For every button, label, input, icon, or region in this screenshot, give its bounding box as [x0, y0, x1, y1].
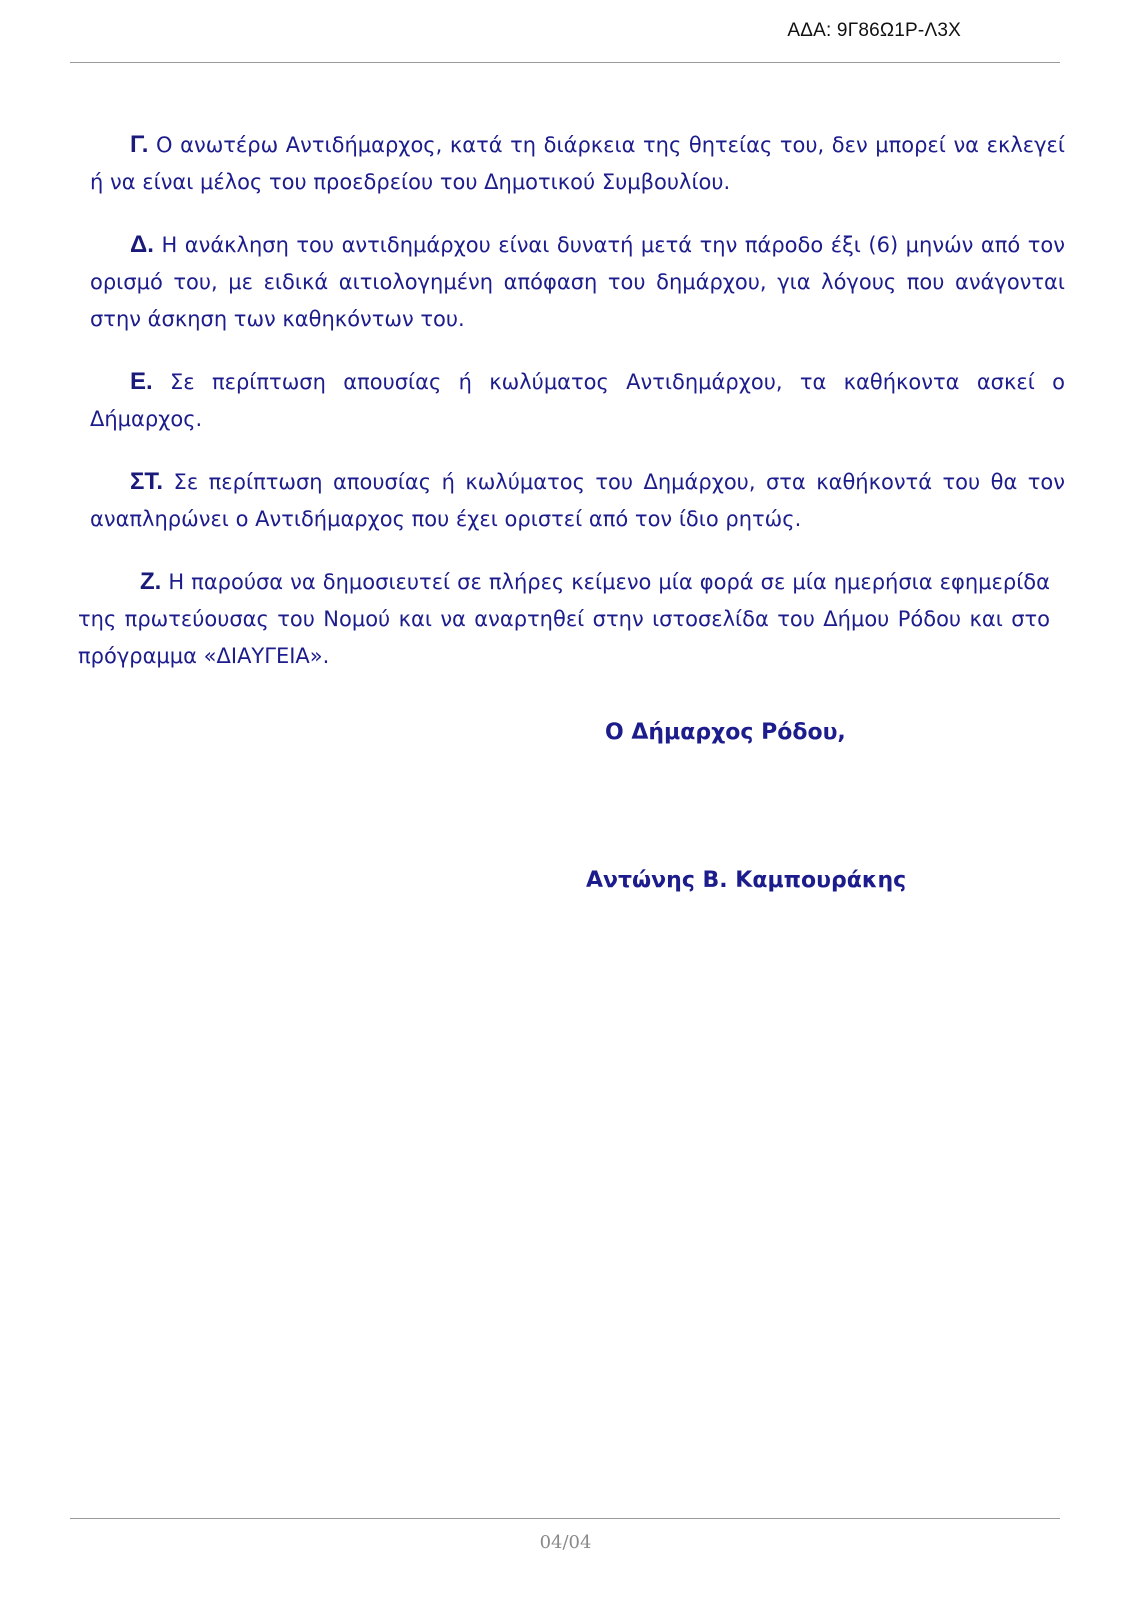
paragraph-letter: Δ. [130, 231, 154, 258]
signatory-name: Αντώνης Β. Καμπουράκης [586, 868, 907, 893]
signatory-title: Ο Δήμαρχος Ρόδου, [605, 720, 846, 745]
paragraph-letter: Γ. [130, 131, 149, 158]
paragraph-text: Η παρούσα να δημοσιευτεί σε πλήρες κείμενο μία φορά σε μία ημερήσια εφημερίδα της πρωτεύουσας του Νομού και να αναρτηθεί στην ιστοσελίδα του Δήμου Ρόδου και στο πρόγραμμα «ΔΙΑΥΓΕΙΑ». [78, 570, 1050, 668]
paragraph-text: Σε περίπτωση απουσίας ή κωλύματος Αντιδημάρχου, τα καθήκοντα ασκεί ο Δήμαρχος. [90, 370, 1065, 431]
paragraph-z [78, 563, 1050, 675]
paragraph-d [90, 226, 1065, 338]
paragraph-e [90, 363, 1065, 438]
header-divider [70, 62, 1060, 63]
paragraph-g [90, 126, 1065, 201]
paragraph-letter: Ε. [130, 368, 153, 395]
footer-divider [70, 1518, 1060, 1519]
paragraph-letter: Ζ. [140, 568, 162, 595]
ada-code: ΑΔΑ: 9Γ86Ω1Ρ-Λ3Χ [787, 20, 961, 41]
document-body [78, 126, 1065, 700]
paragraph-text: Σε περίπτωση απουσίας ή κωλύματος του Δημάρχου, στα καθήκοντά του θα τον αναπληρώνει ο Αντιδήμαρχος που έχει οριστεί από τον ίδιο ρητώς. [90, 470, 1065, 531]
paragraph-st [90, 463, 1065, 538]
page-number: 04/04 [539, 1532, 592, 1553]
paragraph-letter: ΣΤ. [130, 468, 164, 495]
paragraph-text: Ο ανωτέρω Αντιδήμαρχος, κατά τη διάρκεια της θητείας του, δεν μπορεί να εκλεγεί ή να είναι μέλος του προεδρείου του Δημοτικού Συμβουλίου. [90, 133, 1065, 194]
paragraph-text: Η ανάκληση του αντιδημάρχου είναι δυνατή μετά την πάροδο έξι (6) μηνών από τον ορισμό του, με ειδικά αιτιολογημένη απόφαση του δημάρχου, για λόγους που ανάγονται στην άσκηση των καθηκόντων του. [90, 233, 1065, 331]
